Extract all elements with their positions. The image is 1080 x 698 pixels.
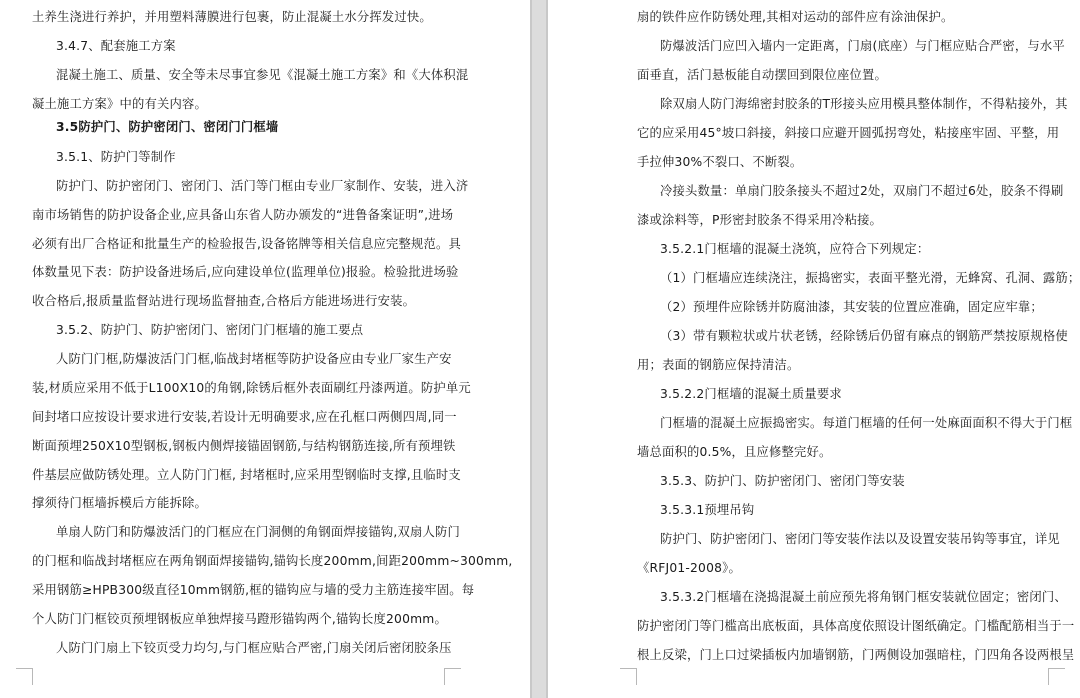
margin-corner-mark	[444, 668, 461, 685]
text-line: 除双扇人防门海绵密封胶条的T形接头应用模具整体制作，不得粘接外，其	[660, 97, 1068, 111]
margin-corner-mark	[1048, 668, 1065, 685]
text-line: 防护门、防护密闭门、密闭门等安装作法以及设置安装吊钩等事宜，详见	[660, 532, 1060, 546]
section-heading-bold: 3.5防护门、防护密闭门、密闭门门框墙	[56, 120, 279, 134]
text-line: 件基层应做防锈处理。立人防门门框, 封堵框时,应采用型钢临时支撑,且临时支	[32, 468, 461, 482]
list-item: （2）预埋件应除锈并防腐油漆，其安装的位置应准确，固定应牢靠；	[660, 300, 1043, 314]
section-heading: 3.5.2、防护门、防护密闭门、密闭门门框墙的施工要点	[56, 323, 364, 337]
list-item: （1）门框墙应连续浇注，振捣密实，表面平整光滑，无蜂窝、孔洞、露筋；	[660, 271, 1080, 285]
text-line: 单扇人防门和防爆波活门的门框应在门洞侧的角钢面焊接锚钩,双扇人防门	[56, 525, 461, 539]
text-line: 人防门门框,防爆波活门门框,临战封堵框等防护设备应由专业厂家生产安	[56, 352, 452, 366]
text-line: 土养生浇进行养护，并用塑料薄膜进行包裹，防止混凝土水分挥发过快。	[32, 10, 432, 24]
left-page	[0, 0, 530, 698]
text-line: 用；表面的钢筋应保持清洁。	[637, 358, 800, 372]
text-line: 防爆波活门应凹入墙内一定距离，门扇(底座）与门框应贴合严密，与水平	[660, 39, 1065, 53]
page-gutter	[530, 0, 548, 698]
text-line: 它的应采用45°坡口斜接，斜接口应避开圆弧拐弯处，粘接座牢固、平整，用	[637, 126, 1060, 140]
list-item: （3）带有颗粒状或片状老锈，经除锈后仍留有麻点的钢筋严禁按原规格使	[660, 329, 1068, 343]
section-heading: 3.5.1、防护门等制作	[56, 150, 176, 164]
text-line: 防护门、防护密闭门、密闭门、活门等门框由专业厂家制作、安装，进入济	[56, 179, 469, 193]
section-heading: 3.4.7、配套施工方案	[56, 39, 176, 53]
text-line: 扇的铁件应作防锈处理,其相对运动的部件应有涂油保护。	[637, 10, 954, 24]
text-line: 断面预埋250X10型钢板,钢板内侧焊接锚固钢筋,与结构钢筋连接,所有预埋铁	[32, 439, 456, 453]
text-line: 根上反梁，门上口过梁插板内加墙钢筋，门两侧设加强暗柱，门四角各设两根呈	[637, 648, 1075, 662]
text-line: 墙总面积的0.5%，且应修整完好。	[637, 445, 832, 459]
text-line: 采用钢筋≥HPB300级直径10mm钢筋,框的锚钩应与墙的受力主筋连接牢固。每	[32, 583, 475, 597]
text-line: 冷接头数量：单扇门胶条接头不超过2处，双扇门不超过6处，胶条不得刷	[660, 184, 1064, 198]
text-line: 《RFJ01-2008》。	[637, 561, 741, 575]
text-line: 手拉伸30%不裂口、不断裂。	[637, 155, 803, 169]
text-line: 防护密闭门等门槛高出底板面，具体高度依照设计图纸确定。门槛配筋相当于一	[637, 619, 1075, 633]
gutter-edge	[530, 0, 532, 698]
text-line: 门框墙的混凝土应振捣密实。每道门框墙的任何一处麻面面积不得大于门框	[660, 416, 1073, 430]
text-line: 南市场销售的防护设备企业,应具备山东省人防办颁发的“进鲁备案证明”,进场	[32, 208, 454, 222]
text-line: 间封堵口应按设计要求进行安装,若设计无明确要求,应在孔框口两侧四周,同一	[32, 410, 457, 424]
text-line: 人防门门扇上下铰页受力均匀,与门框应贴合严密,门扇关闭后密闭胶条压	[56, 641, 452, 655]
text-line: 面垂直，活门悬板能自动摆回到限位座位置。	[637, 68, 887, 82]
margin-corner-mark	[16, 668, 33, 685]
text-line: 必须有出厂合格证和批量生产的检验报告,设备铭牌等相关信息应完整规范。具	[32, 237, 462, 251]
text-line: 撑须待门框墙拆模后方能拆除。	[32, 496, 207, 510]
text-line: 3.5.3.2门框墙在浇捣混凝土前应预先将角钢门框安装就位固定；密闭门、	[660, 590, 1067, 604]
right-page	[548, 0, 1080, 698]
text-line: 收合格后,报质量监督站进行现场监督抽查,合格后方能进场进行安装。	[32, 294, 416, 308]
section-heading: 3.5.2.1门框墙的混凝土浇筑，应符合下列规定：	[660, 242, 930, 256]
text-line: 体数量见下表：防护设备进场后,应向建设单位(监理单位)报验。检验批进场验	[32, 265, 459, 279]
section-heading: 3.5.3、防护门、防护密闭门、密闭门等安装	[660, 474, 905, 488]
section-heading: 3.5.3.1预埋吊钩	[660, 503, 755, 517]
section-heading: 3.5.2.2门框墙的混凝土质量要求	[660, 387, 842, 401]
text-line: 混凝土施工、质量、安全等未尽事宜参见《混凝土施工方案》和《大体积混	[56, 68, 469, 82]
text-line: 漆或涂料等，P形密封胶条不得采用冷粘接。	[637, 213, 883, 227]
text-line: 装,材质应采用不低于L100X10的角钢,除锈后框外表面刷红丹漆两道。防护单元	[32, 381, 471, 395]
text-line: 个人防门门框铰页预埋钢板应单独焊接马蹬形锚钩两个,锚钩长度200mm。	[32, 612, 447, 626]
margin-corner-mark	[620, 668, 637, 685]
text-line: 凝土施工方案》中的有关内容。	[32, 97, 207, 111]
text-line: 的门框和临战封堵框应在两角钢面焊接锚钩,锚钩长度200mm,间距200mm~300mm,	[32, 554, 513, 568]
